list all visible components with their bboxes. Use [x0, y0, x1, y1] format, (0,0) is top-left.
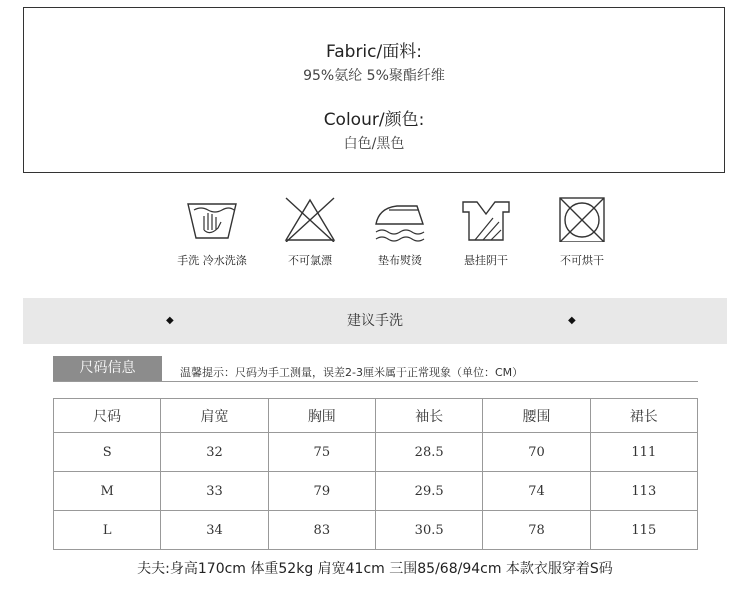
care-label: 不可氯漂	[288, 254, 332, 267]
care-label: 垫布熨烫	[378, 254, 422, 267]
colour-value: 白色/黑色	[343, 136, 405, 152]
no-bleach-icon	[283, 196, 337, 242]
table-row	[54, 472, 698, 511]
iron-icon	[373, 196, 427, 242]
table-cell: S	[54, 433, 161, 472]
care-label: 不可烘干	[560, 254, 604, 267]
table-cell: 78	[483, 511, 590, 550]
table-cell: 75	[268, 433, 375, 472]
divider	[53, 381, 698, 382]
table-cell: 30.5	[375, 511, 482, 550]
table-cell: 34	[161, 511, 268, 550]
table-cell: 111	[590, 433, 697, 472]
hang-dry-shade-icon	[459, 196, 513, 242]
care-label: 手洗 冷水洗涤	[177, 254, 247, 267]
hand-wash-icon	[185, 196, 239, 242]
care-item-hang-dry	[431, 196, 541, 268]
size-table	[53, 398, 698, 550]
fabric-info-box	[23, 7, 725, 173]
fabric-composition: 95%氨纶 5%聚酯纤维	[303, 68, 445, 84]
column-header: 肩宽	[161, 399, 268, 433]
care-item-no-tumble-dry	[527, 196, 637, 268]
size-info-tag: 尺码信息	[53, 356, 162, 381]
colour-heading: Colour/颜色:	[323, 110, 425, 130]
fabric-heading: Fabric/面料:	[326, 42, 422, 62]
table-cell: 79	[268, 472, 375, 511]
table-cell: 29.5	[375, 472, 482, 511]
wash-recommendation-banner	[23, 298, 727, 344]
column-header: 胸围	[268, 399, 375, 433]
table-cell: 115	[590, 511, 697, 550]
table-cell: 32	[161, 433, 268, 472]
column-header: 袖长	[375, 399, 482, 433]
table-row	[54, 511, 698, 550]
table-row	[54, 433, 698, 472]
table-cell: 70	[483, 433, 590, 472]
diamond-bullet-icon: ◆	[166, 315, 174, 326]
diamond-bullet-icon: ◆	[568, 315, 576, 326]
column-header: 裙长	[590, 399, 697, 433]
table-header-row	[54, 399, 698, 433]
table-cell: 28.5	[375, 433, 482, 472]
table-cell: M	[54, 472, 161, 511]
care-item-hand-wash	[157, 196, 267, 268]
table-cell: 83	[268, 511, 375, 550]
wash-recommendation-text: 建议手洗	[347, 313, 403, 329]
care-instructions	[0, 196, 750, 276]
measurement-tip: 温馨提示：尺码为手工测量，误差2-3厘米属于正常现象（单位：CM）	[180, 366, 524, 379]
column-header: 腰围	[483, 399, 590, 433]
table-cell: 113	[590, 472, 697, 511]
care-label: 悬挂阴干	[464, 254, 508, 267]
table-cell: 74	[483, 472, 590, 511]
table-cell: L	[54, 511, 161, 550]
column-header: 尺码	[54, 399, 161, 433]
no-tumble-dry-icon	[555, 196, 609, 242]
table-cell: 33	[161, 472, 268, 511]
model-measurements-note: 夫夫:身高170cm 体重52kg 肩宽41cm 三围85/68/94cm 本款衣服穿着S码	[137, 561, 613, 577]
